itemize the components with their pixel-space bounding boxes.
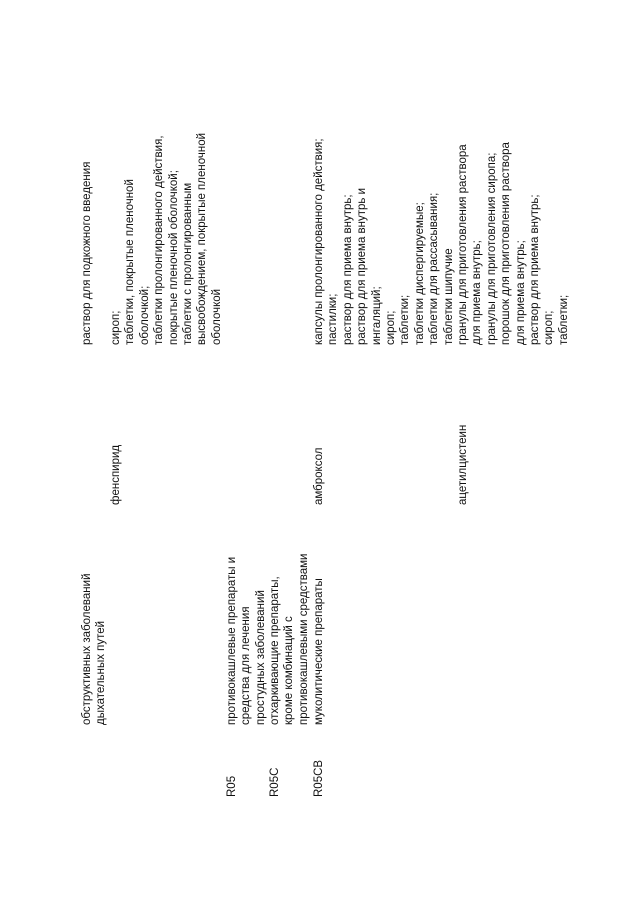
row3-group-cell [268, 549, 311, 725]
row4-inn-cell [312, 390, 326, 505]
row4-group-cell [312, 549, 326, 725]
row5-form-line1: гранулы для приготовления раствора [457, 144, 469, 345]
row4-form-line9: таблетки для рассасывания; [428, 192, 441, 345]
row2-group-line2: средства для лечения [240, 606, 253, 725]
row5-form-line3: гранулы для приготовления сиропа; [485, 152, 498, 345]
row4-form-line7: таблетки; [399, 294, 412, 345]
row1-form-line6: таблетки с пролонгированным [182, 182, 195, 345]
row2-group-line3: простудных заболеваний [254, 590, 267, 725]
row4-form-line2: пастилки; [327, 293, 340, 345]
row2-code-cell [225, 747, 239, 797]
row4-code: R05CB [313, 759, 325, 797]
row3-group-line3: противокашлевыми средствами [297, 553, 310, 725]
row1-form-line1: сироп; [110, 310, 122, 345]
row0-group-line2: дыхательных путей [95, 620, 108, 725]
row0-group-line1: обструктивных заболеваний [81, 573, 93, 725]
row3-group-line1: отхаркивающие препараты, [269, 576, 281, 725]
row4-group-line1: муколитические препараты [313, 578, 325, 725]
row1-form-cell [109, 15, 224, 345]
row5-form-line8: таблетки; [557, 294, 570, 345]
row0-form-line1: раствор для подкожного введения [81, 161, 93, 345]
row4-form-line1: капсулы пролонгированного действия; [313, 138, 325, 345]
row3-code-cell [268, 747, 282, 797]
row4-form-line5: ингаляций; [370, 286, 383, 345]
row4-form-cell [312, 15, 456, 345]
row4-form-line6: сироп; [385, 310, 398, 345]
row5-inn-name: ацетилцистеин [457, 424, 469, 505]
row5-form-cell [456, 0, 571, 345]
row1-form-line2: таблетки, покрытые пленочной [124, 179, 137, 345]
row4-form-line3: раствор для приема внутрь; [341, 194, 354, 345]
row1-inn-cell [109, 390, 123, 505]
row4-code-cell [312, 747, 326, 797]
row5-form-line4: порошок для приготовления раствора [500, 142, 513, 345]
row5-form-line5: для приема внутрь; [514, 240, 527, 345]
row1-form-line5: покрытые пленочной оболочкой; [167, 170, 180, 345]
row0-form-cell [80, 15, 94, 345]
row1-form-line7: высвобождением, покрытые пленочной [196, 132, 209, 345]
row1-form-line8: оболочкой [210, 288, 223, 345]
row0-group-cell [80, 549, 109, 725]
row2-code: R05 [226, 775, 238, 797]
row2-group-cell [225, 549, 268, 725]
row5-form-line7: сироп; [543, 310, 556, 345]
row5-form-line6: раствор для приема внутрь; [529, 194, 542, 345]
row1-form-line3: оболочкой; [138, 285, 151, 345]
row5-form-line2: для приема внутрь; [471, 240, 484, 345]
row5-inn-cell [456, 390, 470, 505]
row3-group-line2: кроме комбинаций с [283, 616, 296, 725]
row4-form-line4: раствор для приема внутрь и [356, 187, 369, 345]
row4-form-line10: таблетки шипучие [442, 248, 455, 345]
row1-form-line4: таблетки пролонгированного действия, [153, 135, 166, 345]
row1-inn-name: фенспирид [110, 444, 122, 505]
row4-form-line8: таблетки диспергируемые; [413, 202, 426, 345]
row2-group-line1: противокашлевые препараты и [226, 556, 238, 725]
row3-code: R05C [269, 767, 281, 797]
row4-inn-name: амброксол [313, 447, 325, 505]
